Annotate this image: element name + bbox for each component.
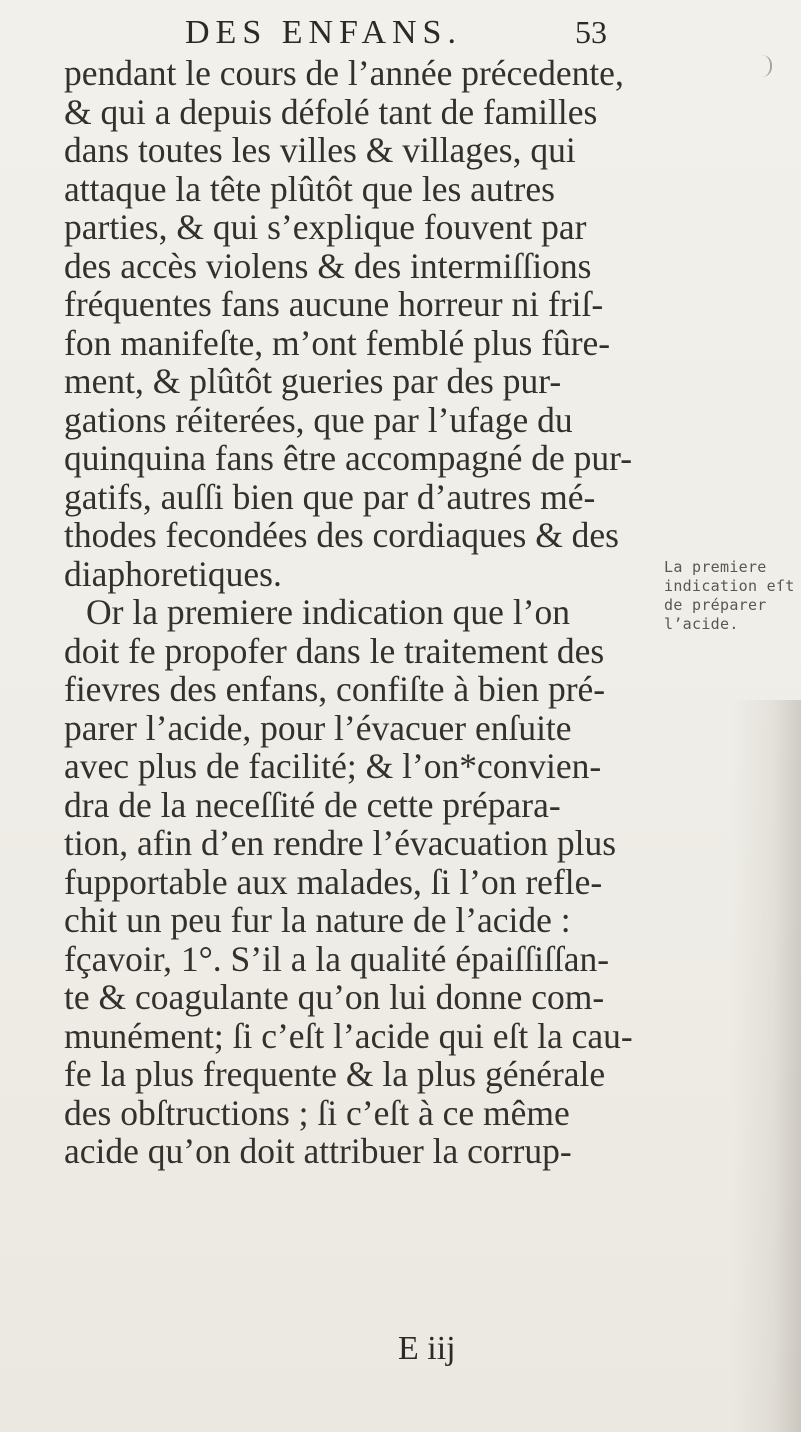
text-line: parer l’acide, pour l’évacuer enſuite bbox=[64, 707, 572, 748]
text-line: fe la plus frequente & la plus générale bbox=[64, 1054, 606, 1094]
text-line: fréquentes fans aucune horreur ni friſ- bbox=[64, 284, 604, 324]
text-line: fupportable aux malades, ſi l’on refle- bbox=[64, 861, 603, 902]
text-line: thodes fecondées des cordiaques & des bbox=[64, 515, 619, 555]
signature-mark: E iij bbox=[398, 1330, 456, 1367]
text-line: chit un peu fur la nature de l’acide : bbox=[64, 900, 571, 940]
text-line: pendant le cours de l’année précedente, bbox=[64, 53, 624, 93]
running-title: DES ENFANS. bbox=[185, 14, 462, 51]
marginal-note bbox=[664, 558, 799, 634]
text-line: & qui a depuis défolé tant de familles bbox=[64, 91, 598, 132]
text-line: parties, & qui s’explique fouvent par bbox=[64, 207, 587, 247]
text-line: dans toutes les villes & villages, qui bbox=[64, 130, 576, 170]
marginal-note-line: indication eſt bbox=[664, 577, 795, 595]
page-edge-shadow bbox=[731, 700, 801, 1432]
text-line: diaphoretiques. bbox=[64, 553, 282, 594]
body-text bbox=[54, 54, 734, 1171]
text-line: attaque la tête plûtôt que les autres bbox=[64, 168, 555, 209]
text-line: munément; ſi c’eſt l’acide qui eſt la cau- bbox=[64, 1015, 633, 1056]
text-line: Or la premiere indication que l’on bbox=[86, 592, 570, 632]
marginal-note-line: de préparer bbox=[664, 596, 767, 614]
text-line: fçavoir, 1°. S’il a la qualité épaiſſiſſan- bbox=[64, 938, 610, 979]
text-line: te & coagulante qu’on lui donne com- bbox=[64, 977, 605, 1017]
text-line: tion, afin d’en rendre l’évacuation plus bbox=[64, 823, 617, 863]
page-number: 53 bbox=[575, 14, 607, 50]
text-line: acide qu’on doit attribuer la corrup- bbox=[64, 1131, 572, 1171]
text-line: fon manifeſte, m’ont femblé plus fûre- bbox=[64, 322, 611, 363]
text-line: gations réiterées, que par l’ufage du bbox=[64, 399, 573, 440]
text-line: gatifs, auſſi bien que par d’autres mé- bbox=[64, 476, 596, 517]
running-head bbox=[185, 14, 665, 58]
marginal-note-line: l’acide. bbox=[664, 615, 739, 633]
marginal-note-line: La premiere bbox=[664, 558, 767, 576]
text-line: ment, & plûtôt gueries par des pur- bbox=[64, 361, 562, 401]
text-line: avec plus de facilité; & l’on*convien- bbox=[64, 746, 602, 786]
margin-mark bbox=[758, 55, 772, 77]
text-line: fievres des enfans, confiſte à bien pré- bbox=[64, 669, 606, 709]
text-line: des accès violens & des intermiſſions bbox=[64, 245, 592, 286]
text-line: doit fe propofer dans le traitement des bbox=[64, 630, 605, 671]
text-line: quinquina fans être accompagné de pur- bbox=[64, 438, 633, 478]
text-line: dra de la neceſſité de cette prépara- bbox=[64, 784, 561, 825]
text-line: des obſtructions ; ſi c’eſt à ce même bbox=[64, 1092, 570, 1133]
